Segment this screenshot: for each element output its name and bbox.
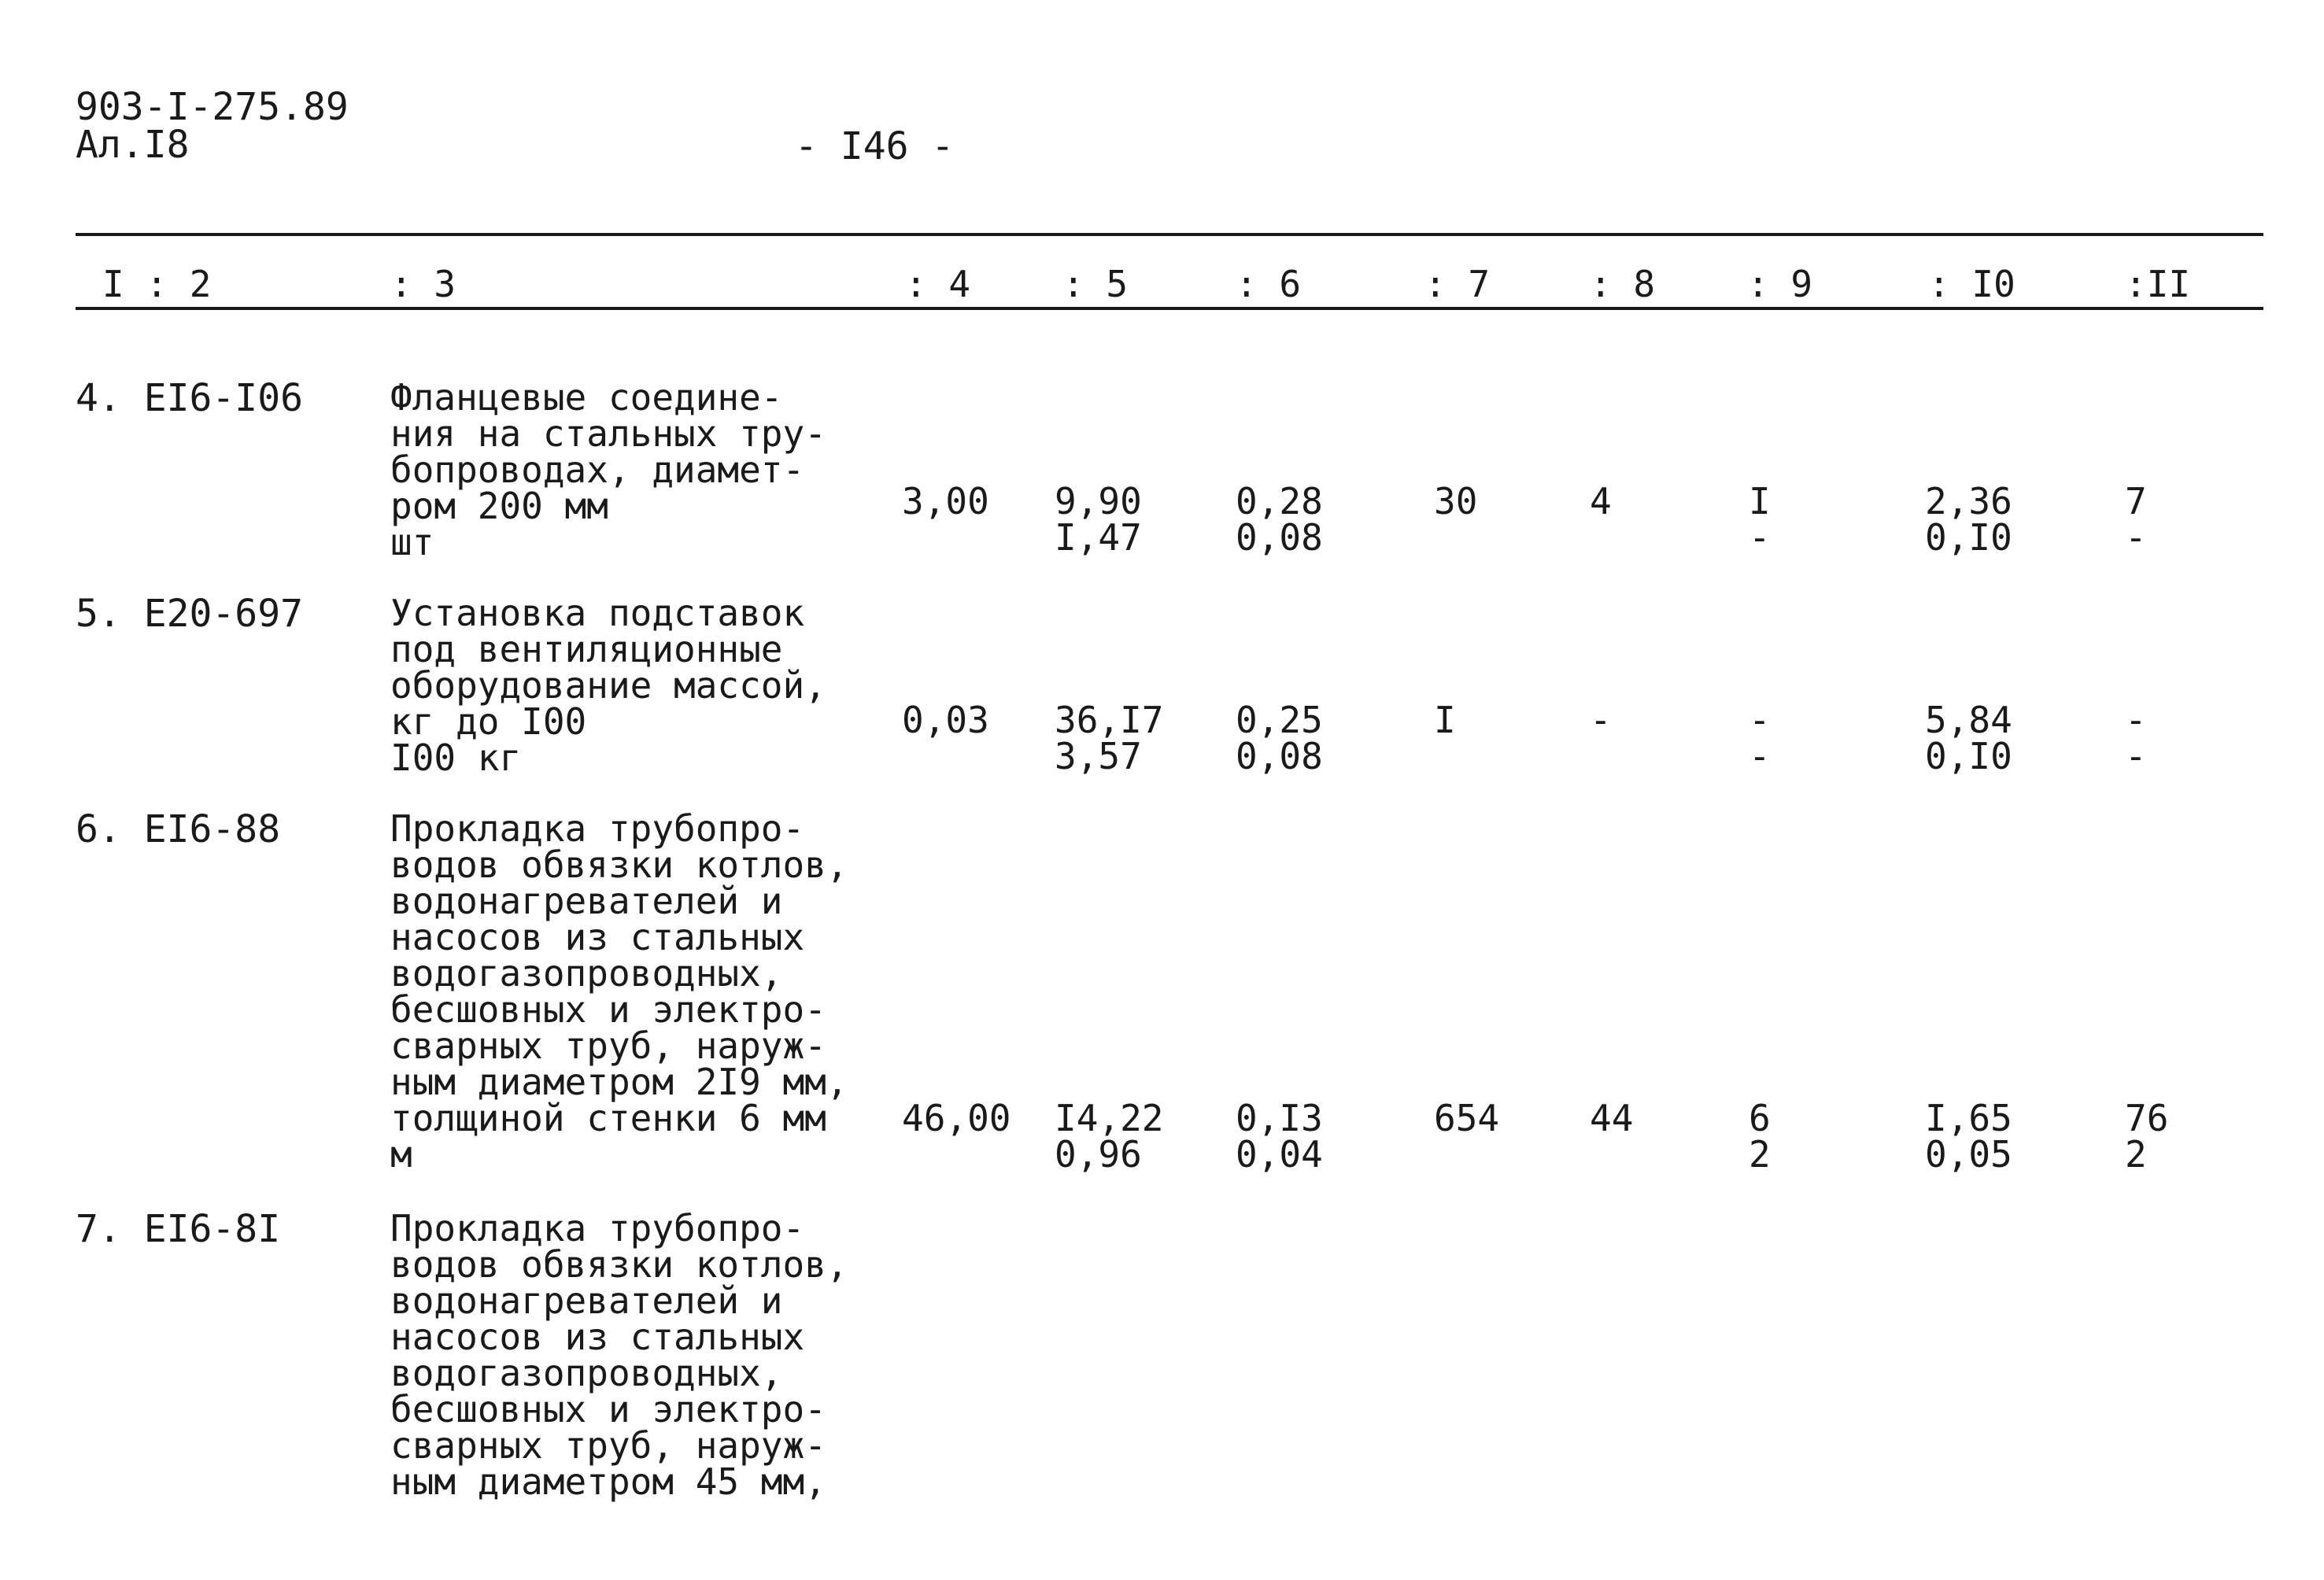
column-header-3: : 3 [390, 263, 456, 305]
row-col-9: I - [1749, 480, 1771, 559]
row-col-4: 46,00 [902, 1097, 1011, 1139]
row-col-7: I [1434, 699, 1456, 741]
document-code: 903-I-275.89 [76, 85, 349, 129]
row-col-5: 9,90 I,47 [1055, 480, 1142, 559]
table-top-rule [76, 233, 2263, 236]
column-header-4: : 4 [905, 263, 971, 305]
row-col-7: 30 [1434, 480, 1478, 522]
page-number: - I46 - [795, 124, 955, 168]
column-header-6: : 6 [1236, 263, 1302, 305]
column-header-7: : 7 [1424, 263, 1491, 305]
column-header-10: : I0 [1928, 263, 2015, 305]
row-col-9: - - [1749, 699, 1771, 777]
row-col-4: 3,00 [902, 480, 989, 522]
row-col-8: 4 [1590, 480, 1612, 522]
column-header-5: : 5 [1062, 263, 1129, 305]
row-description: Установка подставок под вентиляционные оборудование массой, кг до I00 I00 кг [390, 592, 826, 779]
row-code: 4. EI6-I06 [76, 376, 303, 420]
row-col-10: 5,84 0,I0 [1925, 699, 2012, 777]
row-code: 7. EI6-8I [76, 1207, 281, 1251]
row-col-8: 44 [1590, 1097, 1634, 1139]
table-header-rule [76, 307, 2263, 310]
row-col-5: 36,I7 3,57 [1055, 699, 1164, 777]
row-description: Фланцевые соедине- ния на стальных тру- бопроводах, диамет- ром 200 мм шт [390, 376, 826, 563]
row-col-10: 2,36 0,I0 [1925, 480, 2012, 559]
column-header-11: :II [2125, 263, 2191, 305]
row-col-6: 0,25 0,08 [1236, 699, 1323, 777]
row-col-11: 7 - [2125, 480, 2147, 559]
row-col-7: 654 [1434, 1097, 1500, 1139]
album-number: Ал.I8 [76, 123, 190, 167]
row-col-6: 0,28 0,08 [1236, 480, 1323, 559]
row-col-9: 6 2 [1749, 1097, 1771, 1176]
row-col-5: I4,22 0,96 [1055, 1097, 1164, 1176]
column-header-9: : 9 [1747, 263, 1813, 305]
row-col-4: 0,03 [902, 699, 989, 741]
column-header-1-2: I : 2 [102, 263, 212, 305]
row-col-11: - - [2125, 699, 2147, 777]
row-code: 5. E20-697 [76, 592, 303, 636]
column-header-8: : 8 [1590, 263, 1656, 305]
row-col-6: 0,I3 0,04 [1236, 1097, 1323, 1176]
row-col-11: 76 2 [2125, 1097, 2169, 1176]
row-col-8: - [1590, 699, 1612, 741]
row-code: 6. EI6-88 [76, 807, 281, 851]
row-description: Прокладка трубопро- водов обвязки котлов, водонагревателей и насосов из стальных водогазопроводных, бесшовных и электро- сварных труб, наруж- ным диаметром 2I9 мм, толщиной стенки 6 мм м [390, 807, 848, 1176]
row-col-10: I,65 0,05 [1925, 1097, 2012, 1176]
row-description: Прокладка трубопро- водов обвязки котлов, водонагревателей и насосов из стальных водогазопроводных, бесшовных и электро- сварных труб, наруж- ным диаметром 45 мм, [390, 1207, 848, 1503]
